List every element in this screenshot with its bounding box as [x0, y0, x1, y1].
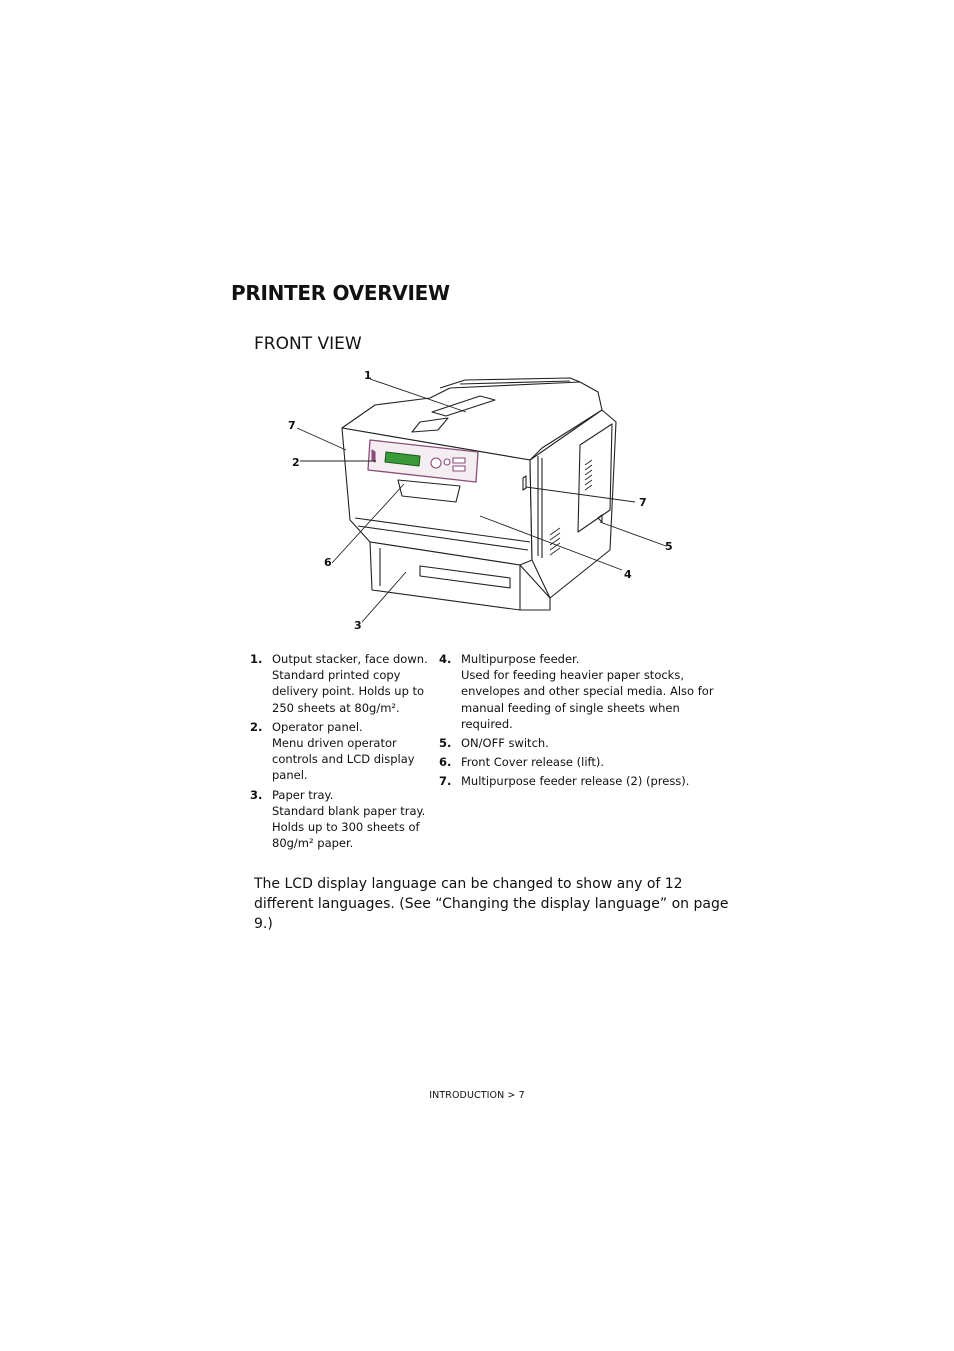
- legend-item: [439, 754, 719, 770]
- legend-line: controls and LCD display: [272, 752, 415, 767]
- legend-number: 1.: [250, 652, 263, 666]
- legend-number: 7.: [439, 774, 452, 789]
- legend-line: manual feeding of single sheets when: [461, 700, 680, 715]
- legend-line: 250 sheets at 80g/m².: [272, 700, 400, 715]
- legend-item: [439, 773, 719, 789]
- callout-5: 5: [665, 540, 673, 553]
- legend-line: Menu driven operator: [272, 736, 397, 751]
- legend-line: panel.: [272, 768, 308, 783]
- legend-left-column: [250, 651, 430, 854]
- page-title: PRINTER OVERVIEW: [231, 281, 450, 305]
- legend-number: 3.: [250, 787, 263, 802]
- callout-2: 2: [292, 456, 300, 469]
- callout-7-right: 7: [639, 496, 647, 509]
- page-footer: INTRODUCTION > 7: [429, 1090, 525, 1101]
- legend-line: Paper tray.: [272, 787, 334, 802]
- legend-item: [439, 735, 719, 751]
- legend-number: 6.: [439, 755, 452, 770]
- legend-line: ON/OFF switch.: [461, 736, 549, 751]
- section-title: FRONT VIEW: [254, 334, 362, 354]
- legend-line: Multipurpose feeder release (2) (press).: [461, 774, 690, 789]
- legend-line: required.: [461, 716, 513, 731]
- callout-1: 1: [364, 369, 372, 382]
- legend-item: [250, 651, 430, 716]
- legend-line: envelopes and other special media. Also for: [461, 684, 714, 699]
- legend-line: delivery point. Holds up to: [272, 684, 425, 699]
- lcd-language-note: The LCD display language can be changed to show any of 12 different languages. (See “Changing the display language” on page 9.): [254, 876, 729, 932]
- legend-line: Standard blank paper tray.: [272, 803, 426, 818]
- legend-line: 80g/m² paper.: [272, 836, 354, 851]
- legend-right-column: [439, 651, 719, 793]
- legend-item: [439, 651, 719, 732]
- legend-line: Multipurpose feeder.: [461, 652, 580, 666]
- legend-line: Used for feeding heavier paper stocks,: [461, 668, 684, 683]
- legend-item: [250, 719, 430, 784]
- callout-6: 6: [324, 556, 332, 569]
- legend-number: 2.: [250, 719, 263, 734]
- callout-7-left: 7: [288, 419, 296, 432]
- legend-number: 5.: [439, 736, 452, 751]
- callout-4: 4: [624, 568, 632, 581]
- printer-front-view-illustration: [280, 360, 680, 635]
- legend-number: 4.: [439, 652, 452, 666]
- legend-line: Operator panel.: [272, 719, 363, 734]
- printer-illustration-svg: [280, 360, 680, 635]
- callout-3: 3: [354, 619, 362, 632]
- legend-line: Holds up to 300 sheets of: [272, 820, 420, 835]
- legend-line: Front Cover release (lift).: [461, 755, 605, 770]
- legend-line: Output stacker, face down.: [272, 652, 428, 666]
- legend-line: Standard printed copy: [272, 668, 401, 683]
- legend-item: [250, 787, 430, 852]
